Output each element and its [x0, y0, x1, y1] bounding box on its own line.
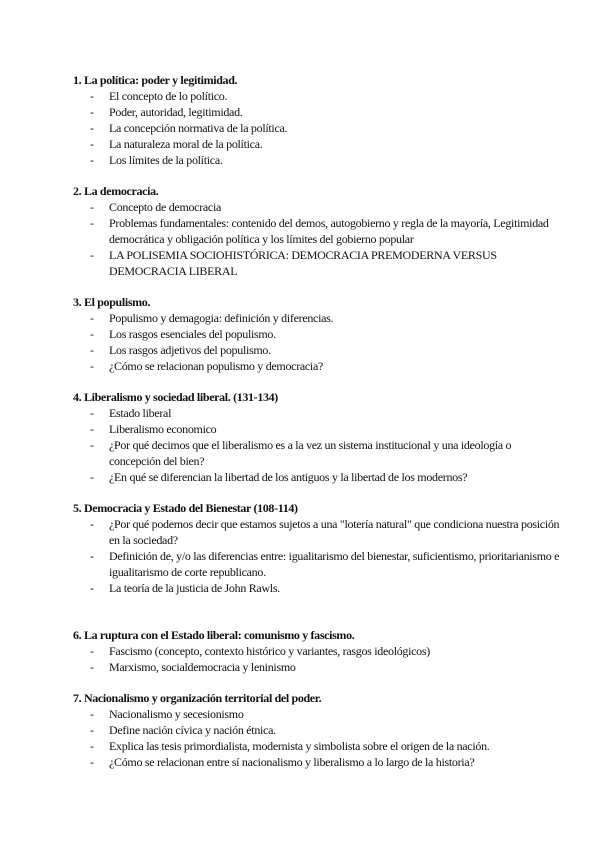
list-item-text: Definición de, y/o las diferencias entre: igualitarismo del bienestar, suficientismo, prioritarianismo e igualitarismo de corte republicano. — [109, 549, 560, 579]
section-heading: 4. Liberalismo y sociedad liberal. (131-134) — [73, 390, 278, 404]
list-item-text: Define nación cívica y nación étnica. — [109, 723, 276, 737]
list-item: - La naturaleza moral de la política. — [90, 137, 263, 151]
list-item: - Define nación cívica y nación étnica. — [90, 723, 276, 737]
list-item-text: Los rasgos adjetivos del populismo. — [109, 343, 271, 357]
section-3 — [73, 294, 600, 374]
list-item-text: Poder, autoridad, legitimidad. — [109, 105, 243, 119]
section-heading: 1. La política: poder y legitimidad. — [73, 73, 238, 87]
section-item-list — [73, 405, 600, 485]
list-item: - ¿Por qué podemos decir que estamos sujetos a una "lotería natural" que condiciona nuestra posición en la sociedad? — [90, 517, 560, 547]
spacer — [73, 596, 600, 627]
list-item: - Los rasgos adjetivos del populismo. — [90, 343, 271, 357]
list-item: - ¿Por qué decimos que el liberalismo es a la vez un sistema institucional y una ideología o concepción del bien? — [90, 438, 512, 468]
section-5 — [73, 500, 600, 596]
list-item-text: Explica las tesis primordialista, modernista y simbolista sobre el origen de la nación. — [109, 739, 490, 753]
list-item-text: ¿Cómo se relacionan populismo y democracia? — [109, 359, 324, 373]
spacer — [73, 374, 600, 389]
list-item-text: La teoría de la justicia de John Rawls. — [109, 581, 280, 595]
list-item: - Liberalismo economico — [90, 422, 217, 436]
list-item-text: Los límites de la política. — [109, 153, 223, 167]
spacer — [73, 485, 600, 500]
list-item: - Nacionalismo y secesionismo — [90, 707, 244, 721]
list-item: - Problemas fundamentales: contenido del demos, autogobierno y regla de la mayoría, Legitimidad democrática y obligación política y los límites del gobierno popular — [90, 216, 549, 246]
spacer — [73, 168, 600, 183]
section-6 — [73, 627, 600, 675]
list-item-text: Fascismo (concepto, contexto histórico y variantes, rasgos ideológicos) — [109, 644, 430, 658]
list-item: - Poder, autoridad, legitimidad. — [90, 105, 243, 119]
section-1 — [73, 72, 600, 168]
list-item: - La teoría de la justicia de John Rawls. — [90, 581, 280, 595]
list-item-text: LA POLISEMIA SOCIOHISTÓRICA: DEMOCRACIA PREMODERNA VERSUS DEMOCRACIA LIBERAL — [109, 248, 497, 278]
section-heading: 2. La democracia. — [73, 184, 159, 198]
list-item-text: Populismo y demagogia: definición y diferencias. — [109, 311, 334, 325]
list-item-text: ¿En qué se diferencian la libertad de los antiguos y la libertad de los modernos? — [109, 470, 468, 484]
list-item-text: Problemas fundamentales: contenido del demos, autogobierno y regla de la mayoría, Legitimidad democrática y obligación política y los límites del gobierno popular — [109, 216, 549, 246]
list-item-text: Estado liberal — [109, 406, 172, 420]
list-item-text: El concepto de lo político. — [109, 89, 228, 103]
list-item: - ¿Cómo se relacionan populismo y democracia? — [90, 359, 324, 373]
list-item-text: Los rasgos esenciales del populismo. — [109, 327, 276, 341]
list-item-text: Liberalismo economico — [109, 422, 217, 436]
list-item: - Los rasgos esenciales del populismo. — [90, 327, 276, 341]
list-item: - Marxismo, socialdemocracia y leninismo — [90, 660, 296, 674]
section-heading: 7. Nacionalismo y organización territorial del poder. — [73, 691, 322, 705]
section-7 — [73, 690, 600, 770]
list-item-text: Marxismo, socialdemocracia y leninismo — [109, 660, 296, 674]
list-item: - Populismo y demagogia: definición y diferencias. — [90, 311, 334, 325]
section-2 — [73, 183, 600, 279]
list-item: - El concepto de lo político. — [90, 89, 228, 103]
spacer — [73, 675, 600, 690]
section-item-list — [73, 199, 600, 279]
list-item: - Los límites de la política. — [90, 153, 223, 167]
section-heading: 5. Democracia y Estado del Bienestar (108-114) — [73, 501, 298, 515]
section-heading: 6. La ruptura con el Estado liberal: comunismo y fascismo. — [73, 628, 355, 642]
section-4 — [73, 389, 600, 485]
section-item-list — [73, 706, 600, 770]
list-item: - Estado liberal — [90, 406, 172, 420]
list-item: - ¿Cómo se relacionan entre sí nacionalismo y liberalismo a lo largo de la historia? — [90, 755, 475, 769]
list-item-text: ¿Por qué decimos que el liberalismo es a la vez un sistema institucional y una ideología o concepción del bien? — [109, 438, 512, 468]
list-item-text: ¿Por qué podemos decir que estamos sujetos a una "lotería natural" que condiciona nuestra posición en la sociedad? — [109, 517, 560, 547]
spacer — [73, 279, 600, 294]
section-item-list — [73, 310, 600, 374]
list-item: - Definición de, y/o las diferencias entre: igualitarismo del bienestar, suficientismo, prioritarianismo e igualitarismo de corte republicano. — [90, 549, 560, 579]
list-item: - ¿En qué se diferencian la libertad de los antiguos y la libertad de los modernos? — [90, 470, 468, 484]
section-item-list — [73, 516, 600, 596]
list-item: - Concepto de democracia — [90, 200, 222, 214]
list-item: - Explica las tesis primordialista, modernista y simbolista sobre el origen de la nación. — [90, 739, 490, 753]
list-item-text: Concepto de democracia — [109, 200, 222, 214]
list-item: - Fascismo (concepto, contexto histórico y variantes, rasgos ideológicos) — [90, 644, 430, 658]
list-item-text: Nacionalismo y secesionismo — [109, 707, 244, 721]
list-item: - LA POLISEMIA SOCIOHISTÓRICA: DEMOCRACIA PREMODERNA VERSUS DEMOCRACIA LIBERAL — [90, 248, 497, 278]
list-item-text: La concepción normativa de la política. — [109, 121, 288, 135]
section-item-list — [73, 643, 600, 675]
section-heading: 3. El populismo. — [73, 295, 151, 309]
list-item-text: La naturaleza moral de la política. — [109, 137, 263, 151]
list-item: - La concepción normativa de la política. — [90, 121, 288, 135]
list-item-text: ¿Cómo se relacionan entre sí nacionalismo y liberalismo a lo largo de la historia? — [109, 755, 475, 769]
section-item-list — [73, 88, 600, 168]
